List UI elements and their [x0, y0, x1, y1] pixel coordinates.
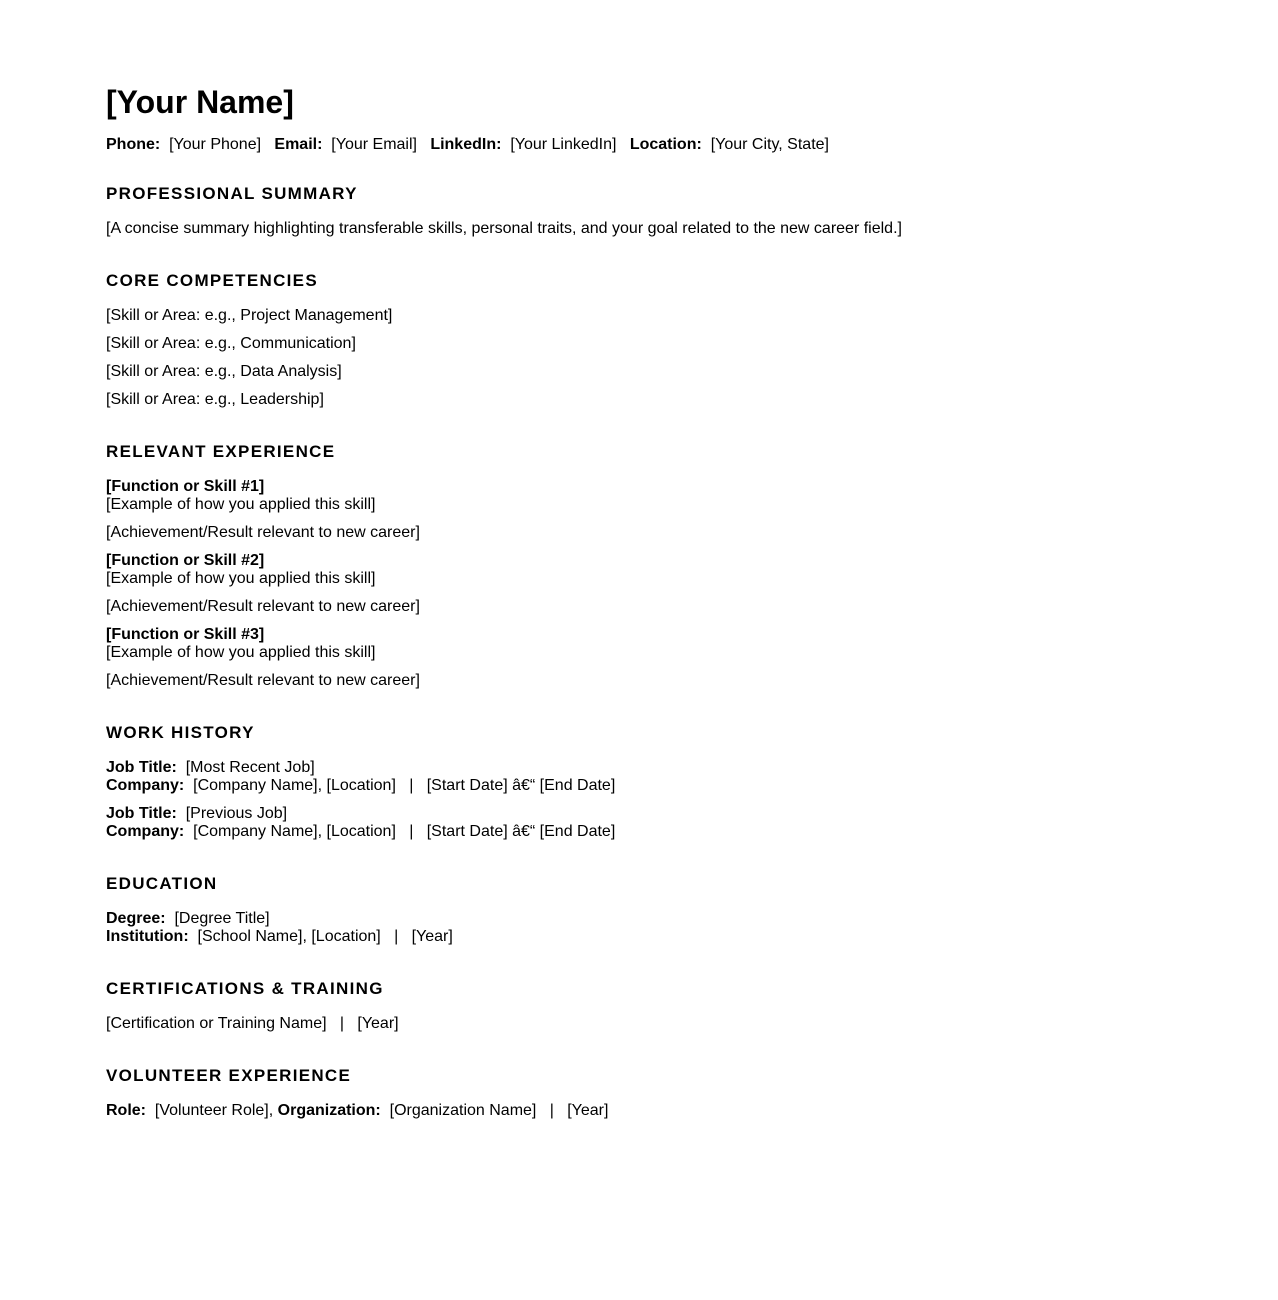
- linkedin-value: [Your LinkedIn]: [510, 136, 617, 153]
- job-title-line: Job Title: [Previous Job]: [106, 805, 288, 822]
- experience-item: [106, 552, 1206, 616]
- summary-text: [A concise summary highlighting transferable skills, personal traits, and your goal related to the new career field.]: [106, 220, 902, 237]
- competency-item: [Skill or Area: e.g., Leadership]: [106, 391, 324, 408]
- competencies-list: [106, 307, 1206, 409]
- summary-heading: PROFESSIONAL SUMMARY: [106, 184, 358, 203]
- job-entry: [106, 805, 1206, 841]
- competency-item: [Skill or Area: e.g., Project Management]: [106, 307, 393, 324]
- education-heading: EDUCATION: [106, 874, 218, 893]
- experience-result: [Achievement/Result relevant to new career]: [106, 672, 420, 689]
- competencies-heading: CORE COMPETENCIES: [106, 271, 318, 290]
- email-label: Email:: [274, 136, 323, 153]
- resume-name: [Your Name]: [106, 84, 294, 120]
- phone-label: Phone:: [106, 136, 161, 153]
- linkedin-label: LinkedIn:: [430, 136, 502, 153]
- company-line: Company: [Company Name], [Location] | [Start Date] â€“ [End Date]: [106, 823, 616, 840]
- experience-item: [106, 626, 1206, 690]
- experience-result: [Achievement/Result relevant to new career]: [106, 598, 420, 615]
- certifications-heading: CERTIFICATIONS & TRAINING: [106, 979, 384, 998]
- experience-list: [106, 478, 1206, 690]
- resume-page: [106, 82, 1206, 1120]
- job-title-line: Job Title: [Most Recent Job]: [106, 759, 315, 776]
- experience-title: [Function or Skill #1]: [106, 478, 265, 495]
- experience-title: [Function or Skill #2]: [106, 552, 265, 569]
- volunteer-line: Role: [Volunteer Role], Organization: [Organization Name] | [Year]: [106, 1102, 609, 1119]
- experience-heading: RELEVANT EXPERIENCE: [106, 442, 336, 461]
- email-value: [Your Email]: [331, 136, 417, 153]
- company-line: Company: [Company Name], [Location] | [Start Date] â€“ [End Date]: [106, 777, 616, 794]
- contact-line: [106, 136, 1206, 154]
- competency-item: [Skill or Area: e.g., Communication]: [106, 335, 356, 352]
- education-entry: [106, 910, 1206, 946]
- location-value: [Your City, State]: [710, 136, 829, 153]
- work-history-list: [106, 759, 1206, 841]
- job-entry: [106, 759, 1206, 795]
- location-label: Location:: [629, 136, 702, 153]
- institution-line: Institution: [School Name], [Location] | [Year]: [106, 928, 453, 945]
- degree-line: Degree: [Degree Title]: [106, 910, 270, 927]
- certification-line: [Certification or Training Name] | [Year]: [106, 1015, 399, 1032]
- experience-example: [Example of how you applied this skill]: [106, 496, 376, 513]
- experience-item: [106, 478, 1206, 542]
- experience-title: [Function or Skill #3]: [106, 626, 265, 643]
- experience-result: [Achievement/Result relevant to new career]: [106, 524, 420, 541]
- experience-example: [Example of how you applied this skill]: [106, 644, 376, 661]
- experience-example: [Example of how you applied this skill]: [106, 570, 376, 587]
- volunteer-heading: VOLUNTEER EXPERIENCE: [106, 1066, 352, 1085]
- phone-value: [Your Phone]: [169, 136, 262, 153]
- competency-item: [Skill or Area: e.g., Data Analysis]: [106, 363, 342, 380]
- work-history-heading: WORK HISTORY: [106, 723, 255, 742]
